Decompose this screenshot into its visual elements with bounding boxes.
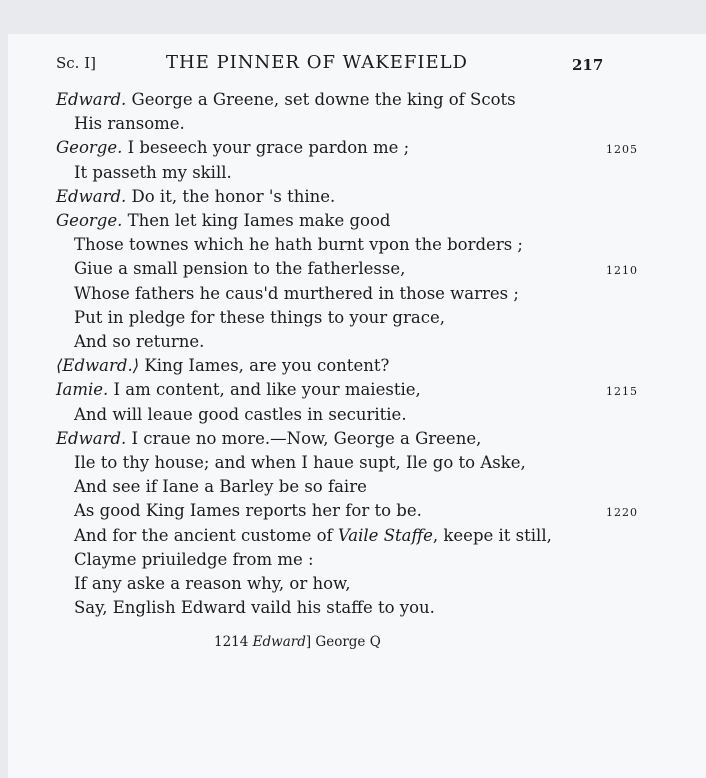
verse-line: [56, 90, 516, 110]
speaker-name: ⟨Edward.⟩: [56, 356, 140, 376]
verse-line: [74, 308, 445, 328]
verse-text: Those townes which he hath burnt vpon the borders ;: [74, 235, 523, 255]
verse-text: And for the ancient custome of: [74, 525, 338, 545]
verse-text: And see if Iane a Barley be so faire: [74, 477, 367, 497]
verse-line: [74, 550, 314, 570]
verse-line: [74, 332, 204, 352]
verse-line: [56, 429, 481, 449]
verse-text: As good King Iames reports her for to be.: [74, 501, 422, 521]
verse-text: It passeth my skill.: [74, 162, 232, 182]
speaker-name: Edward.: [56, 428, 127, 448]
verse-line: [56, 138, 409, 158]
line-number: 1220: [606, 506, 638, 520]
verse-text: And so returne.: [74, 332, 205, 351]
verse-text: Ile to thy house; and when I haue supt, Ile go to Aske,: [74, 453, 526, 472]
footnote-lemma: Edward: [252, 634, 306, 650]
verse-line: [56, 380, 421, 400]
verse-text: Then let king Iames make good: [122, 211, 391, 230]
speaker-name: George.: [56, 138, 123, 158]
verse-text: Clayme priuiledge from me :: [74, 549, 314, 569]
verse-text: Giue a small pension to the fatherlesse,: [74, 259, 406, 279]
verse-text-tail: , keepe it still,: [432, 525, 552, 545]
verse-text: His ransome.: [74, 114, 185, 134]
running-head-scene: Sc. I]: [56, 54, 96, 72]
verse-line: [74, 598, 435, 618]
verse-text: Put in pledge for these things to your grace,: [74, 307, 445, 327]
verse-line: [56, 187, 335, 207]
line-number: 1215: [606, 385, 638, 399]
speaker-name: George.: [56, 211, 123, 230]
verse-text: George a Greene, set downe the king of Scots: [126, 90, 516, 109]
footnote-reading: George Q: [315, 634, 381, 650]
line-number: 1205: [606, 143, 638, 157]
verse-line: [74, 163, 232, 183]
verse-line: [56, 356, 389, 376]
verse-line: [74, 259, 405, 279]
footnote-number: 1214: [214, 634, 249, 650]
verse-text: Whose fathers he caus'd murthered in those warres ;: [74, 283, 519, 303]
running-head-title: THE PINNER OF WAKEFIELD: [166, 52, 468, 73]
verse-italic: Vaile Staffe: [337, 525, 433, 545]
verse-text: King Iames, are you content?: [139, 356, 390, 376]
verse-text: And will leaue good castles in securitie.: [74, 404, 407, 424]
verse-line: [74, 526, 552, 546]
verse-text: If any aske a reason why, or how,: [74, 574, 351, 593]
verse-line: [74, 284, 519, 304]
verse-line: [74, 501, 422, 521]
page-number: 217: [572, 56, 604, 74]
verse-text: I craue no more.—Now, George a Greene,: [126, 428, 482, 448]
verse-line: [56, 211, 390, 231]
verse-text: Do it, the honor 's thine.: [126, 186, 336, 206]
speaker-name: Edward.: [56, 186, 127, 206]
verse-text: I am content, and like your maiestie,: [108, 380, 421, 400]
verse-text: Say, English Edward vaild his staffe to you.: [74, 598, 435, 618]
verse-line: [74, 453, 526, 473]
verse-line: [74, 477, 367, 497]
footnote: 1214 Edward] George Q: [214, 634, 381, 650]
speaker-name: Iamie.: [56, 380, 109, 400]
line-number: 1210: [606, 264, 638, 278]
verse-text: I beseech your grace pardon me ;: [122, 138, 410, 158]
verse-line: [74, 405, 407, 425]
speaker-name: Edward.: [56, 90, 127, 109]
verse-line: [74, 235, 523, 255]
verse-line: [74, 574, 350, 594]
verse-line: [74, 114, 185, 134]
